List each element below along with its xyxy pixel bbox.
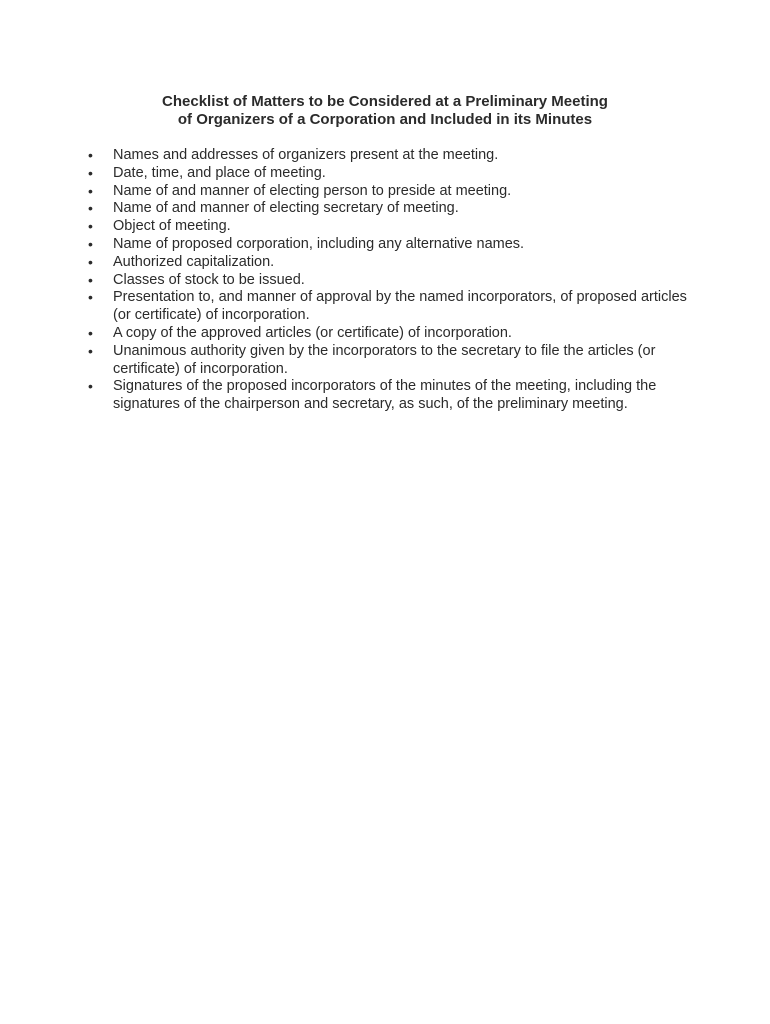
bullet-icon: • [88, 164, 93, 181]
checklist-item-text: Date, time, and place of meeting. [113, 164, 326, 181]
checklist-item [88, 218, 688, 236]
title-line-2: of Organizers of a Corporation and Included in its Minutes [177, 111, 593, 128]
checklist-item [88, 165, 688, 183]
checklist-item [88, 272, 688, 290]
bullet-icon: • [88, 253, 93, 270]
bullet-icon: • [88, 289, 93, 306]
checklist-item-text: Presentation to, and manner of approval by the named incorporators, of proposed articles (or certificate) of incorporation. [113, 289, 687, 324]
bullet-icon: • [88, 147, 93, 163]
checklist-item-text: Name of and manner of electing person to preside at meeting. [113, 182, 512, 199]
checklist-item-text: Name of and manner of electing secretary of meeting. [113, 200, 459, 217]
checklist-item-text: Classes of stock to be issued. [113, 271, 305, 288]
checklist-item [88, 325, 688, 343]
bullet-icon: • [88, 378, 93, 395]
bullet-icon: • [88, 200, 93, 217]
checklist-item-text: Object of meeting. [113, 218, 231, 235]
checklist-item-text: Names and addresses of organizers present at the meeting. [113, 147, 499, 163]
checklist-item [88, 200, 688, 218]
bullet-icon: • [88, 342, 93, 359]
checklist-item [88, 343, 688, 379]
checklist-item-text: A copy of the approved articles (or certificate) of incorporation. [113, 324, 512, 341]
document-title [0, 93, 770, 129]
bullet-icon: • [88, 218, 93, 235]
checklist-item-text: Unanimous authority given by the incorporators to the secretary to file the articles (or certificate) of incorporation. [113, 342, 656, 377]
checklist-item [88, 147, 688, 165]
bullet-icon: • [88, 235, 93, 252]
checklist-item [88, 183, 688, 201]
checklist-item-text: Authorized capitalization. [113, 253, 275, 270]
checklist-item [88, 236, 688, 254]
checklist-item-text: Name of proposed corporation, including any alternative names. [113, 235, 525, 252]
checklist-item [88, 254, 688, 272]
bullet-icon: • [88, 324, 93, 341]
checklist-item [88, 289, 688, 325]
checklist-item-text: Signatures of the proposed incorporators of the minutes of the meeting, including the signatures of the chairperson and secretary, as such, of the preliminary meeting. [113, 378, 657, 413]
bullet-icon: • [88, 271, 93, 288]
bullet-icon: • [88, 182, 93, 199]
checklist-item [88, 378, 688, 414]
checklist [88, 147, 688, 414]
title-line-1: Checklist of Matters to be Considered at a Preliminary Meeting [162, 93, 608, 110]
